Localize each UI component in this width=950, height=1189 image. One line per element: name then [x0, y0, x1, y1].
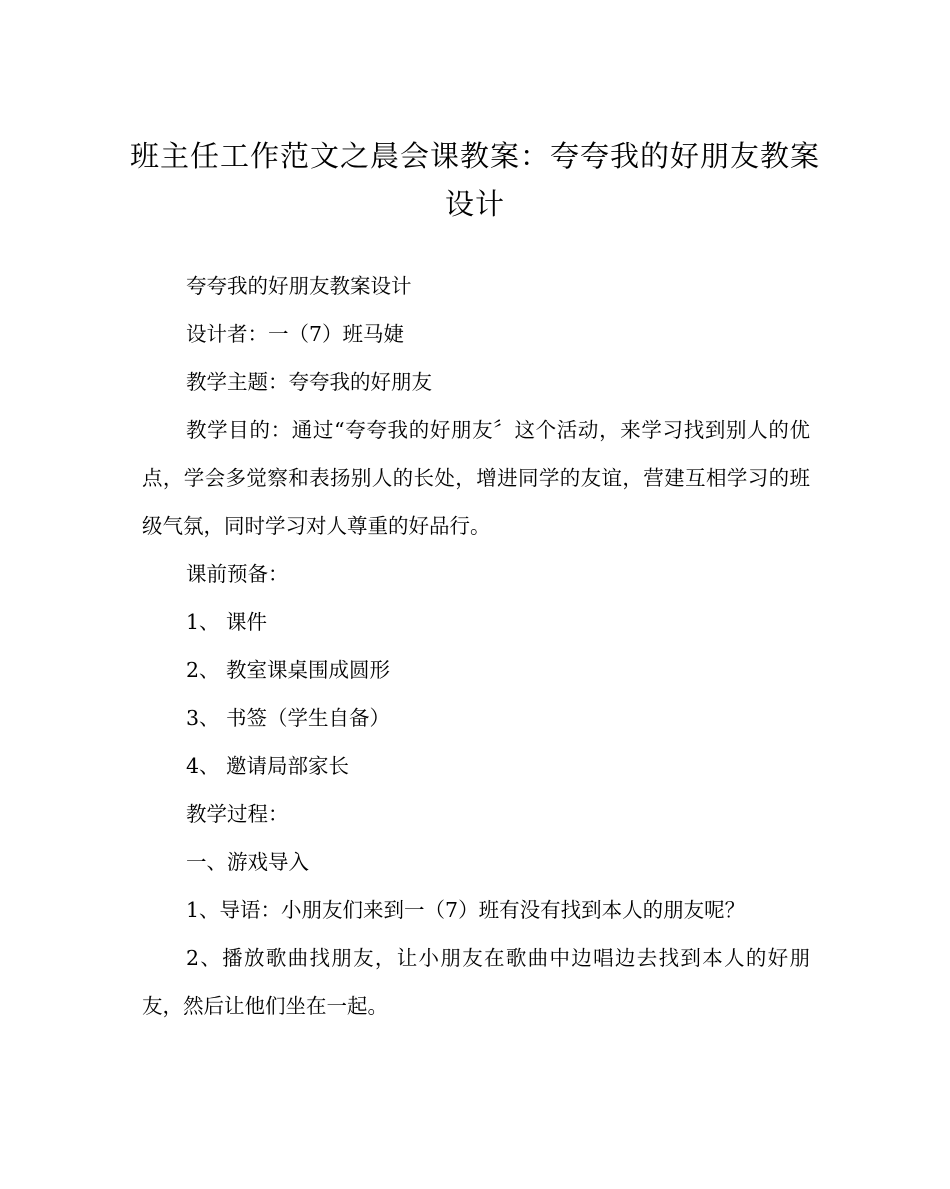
- paragraph-designer: 设计者：一（7）班马婕: [186, 322, 405, 346]
- paragraph-plan-title: 夸夸我的好朋友教案设计: [186, 274, 412, 298]
- list-item-preparation-2: 2、 教室课桌围成圆形: [186, 658, 391, 682]
- document-title: 班主任工作范文之晨会课教案：夸夸我的好朋友教案设计: [130, 139, 821, 221]
- paragraph-step-2: 2、播放歌曲找朋友，让小朋友在歌曲中边唱边去找到本人的好朋友，然后让他们坐在一起。: [142, 946, 810, 1018]
- paragraph-step-1: 1、导语：小朋友们来到一（7）班有没有找到本人的朋友呢？: [186, 898, 746, 922]
- list-item-preparation-4: 4、 邀请局部家长: [186, 754, 350, 778]
- list-item-preparation-3: 3、 书签（学生自备）: [186, 706, 391, 730]
- paragraph-process-heading: 教学过程：: [186, 802, 289, 826]
- paragraph-objective: 教学目的：通过“夸夸我的好朋友〞这个活动，来学习找到别人的优点，学会多觉察和表扬别人的长处，增进同学的友谊，营建互相学习的班级气氛，同时学习对人尊重的好品行。: [142, 418, 810, 538]
- paragraph-theme: 教学主题：夸夸我的好朋友: [186, 370, 432, 394]
- paragraph-preparation-heading: 课前预备：: [186, 562, 289, 586]
- list-item-preparation-1: 1、 课件: [186, 610, 268, 634]
- document-body: [142, 262, 810, 1030]
- paragraph-section-game-intro: 一、游戏导入: [186, 850, 309, 874]
